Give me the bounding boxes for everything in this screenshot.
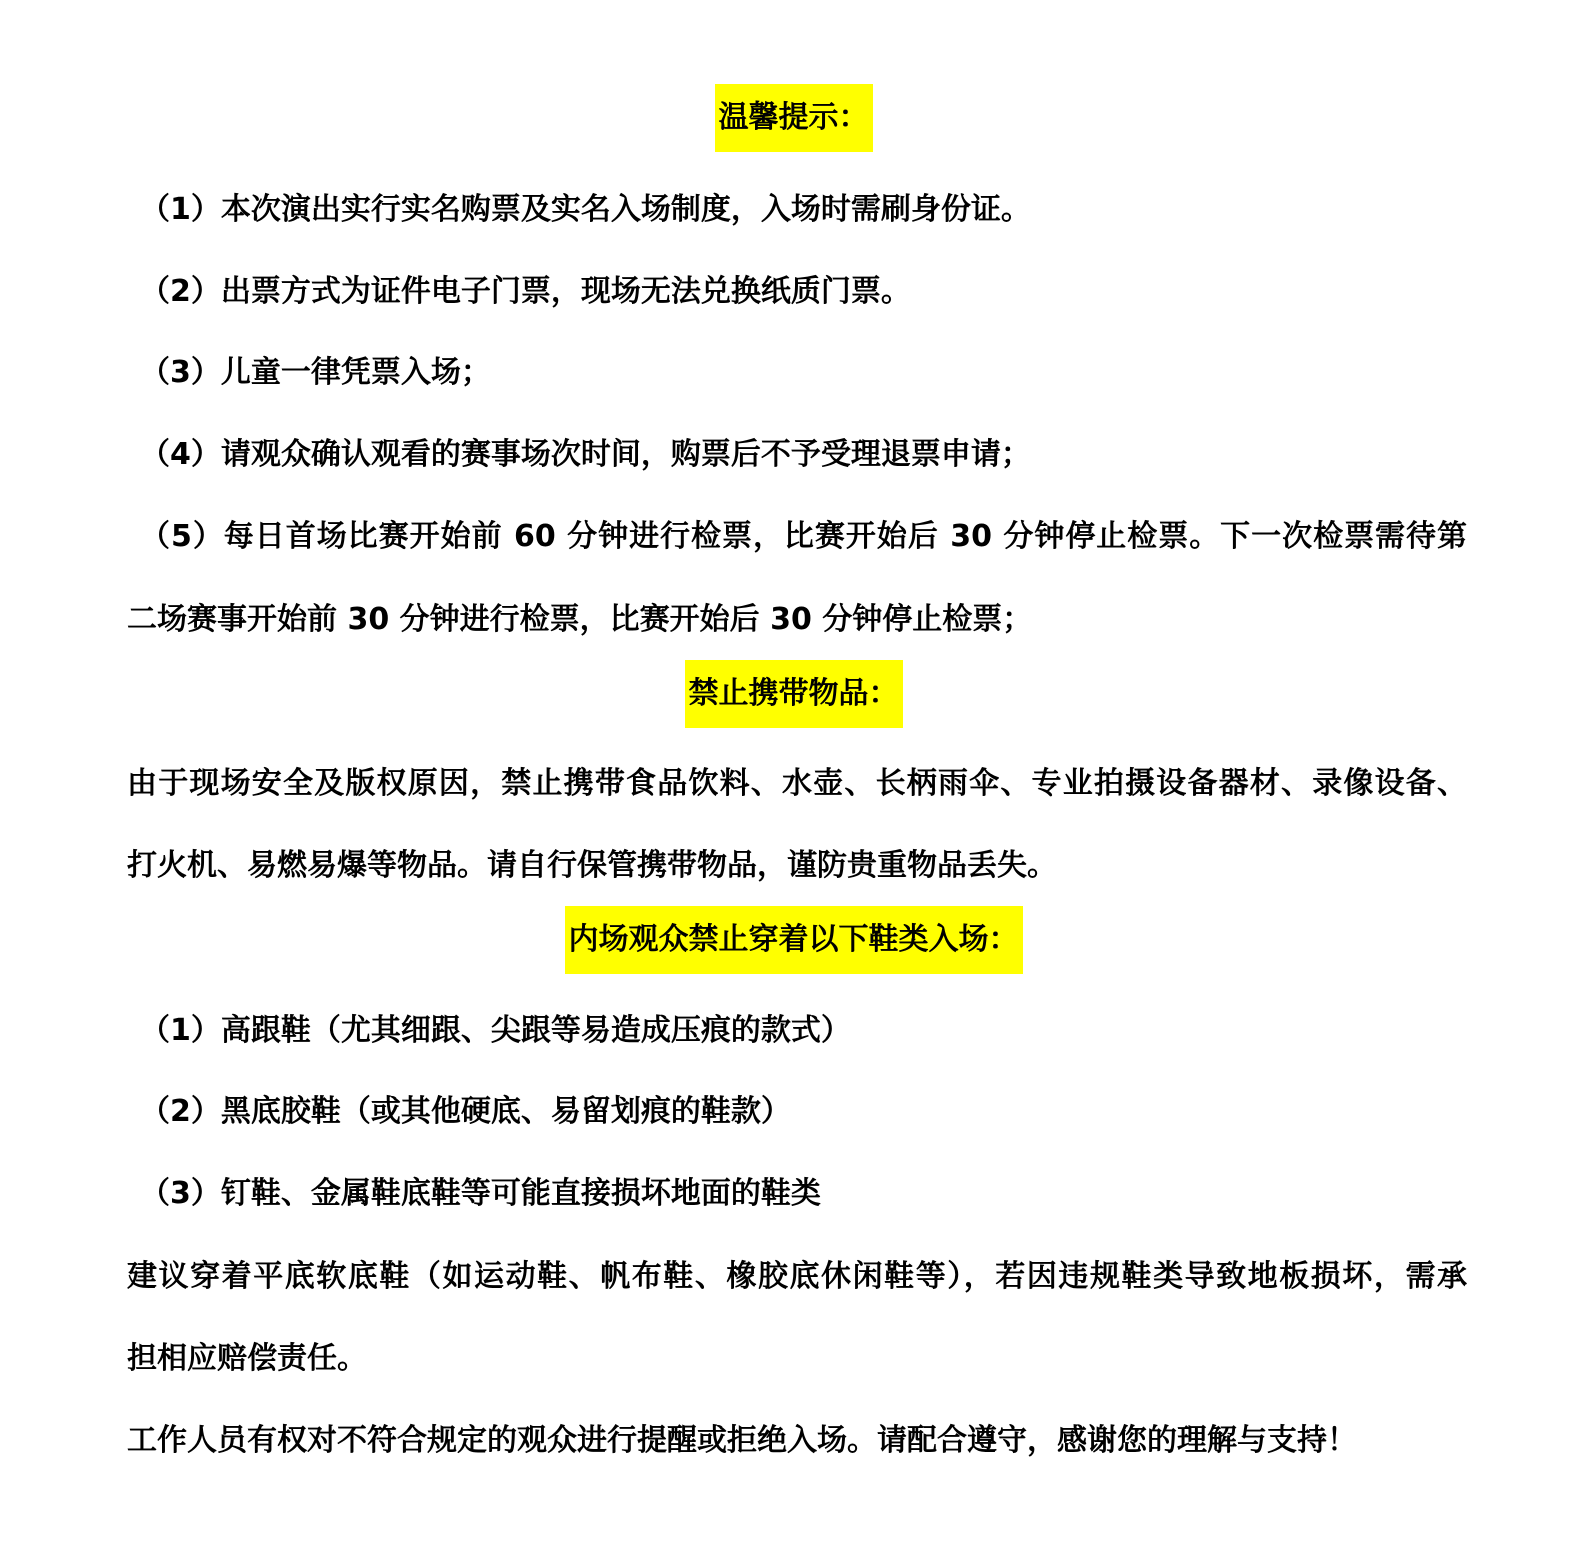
shoes-heading: 内场观众禁止穿着以下鞋类入场：: [565, 906, 1023, 974]
shoe-advice-line-1: 建议穿着平底软底鞋（如运动鞋、帆布鞋、橡胶底休闲鞋等），若因违规鞋类导致地板损坏，需承: [127, 1259, 1467, 1294]
prohibited-text-line-1: 由于现场安全及版权原因，禁止携带食品饮料、水壶、长柄雨伞、专业拍摄设备器材、录像设备、: [127, 766, 1467, 801]
tip-item-2: （2）出票方式为证件电子门票，现场无法兑换纸质门票。: [140, 274, 911, 309]
prohibited-heading: 禁止携带物品：: [685, 660, 903, 728]
prohibited-heading-row: [0, 660, 1587, 728]
shoe-item-3: （3）钉鞋、金属鞋底鞋等可能直接损坏地面的鞋类: [140, 1176, 821, 1211]
tips-heading: 温馨提示：: [715, 84, 873, 152]
shoe-advice-line-2: 担相应赔偿责任。: [127, 1341, 367, 1376]
shoes-heading-row: [0, 906, 1587, 974]
shoe-item-2: （2）黑底胶鞋（或其他硬底、易留划痕的鞋款）: [140, 1094, 791, 1129]
tip-item-5-line-2: 二场赛事开始前 30 分钟进行检票，比赛开始后 30 分钟停止检票；: [127, 602, 1033, 637]
tips-heading-row: [0, 84, 1587, 152]
tip-item-1: （1）本次演出实行实名购票及实名入场制度，入场时需刷身份证。: [140, 192, 1031, 227]
closing-statement: 工作人员有权对不符合规定的观众进行提醒或拒绝入场。请配合遵守，感谢您的理解与支持！: [127, 1423, 1357, 1458]
shoe-item-1: （1）高跟鞋（尤其细跟、尖跟等易造成压痕的款式）: [140, 1013, 851, 1048]
tip-item-3: （3）儿童一律凭票入场；: [140, 355, 491, 390]
tip-item-4: （4）请观众确认观看的赛事场次时间，购票后不予受理退票申请；: [140, 437, 1031, 472]
tip-item-5-line-1: （5）每日首场比赛开始前 60 分钟进行检票，比赛开始后 30 分钟停止检票。下一次检票需待第: [140, 519, 1467, 554]
prohibited-text-line-2: 打火机、易燃易爆等物品。请自行保管携带物品，谨防贵重物品丢失。: [127, 848, 1057, 883]
